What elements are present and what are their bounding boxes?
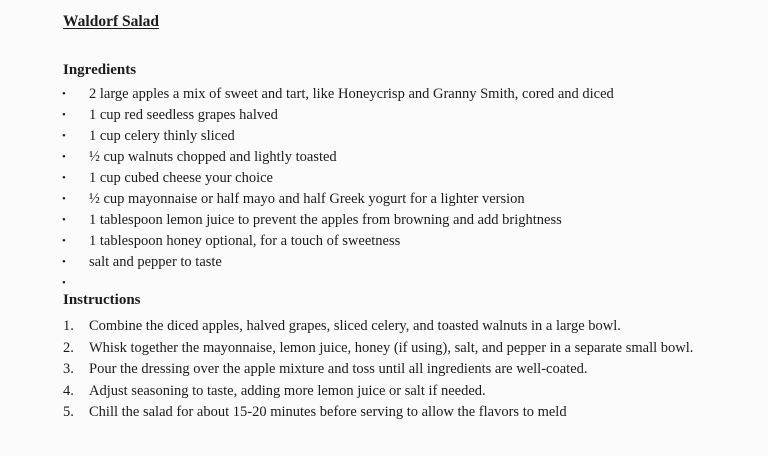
ingredient-text: 1 tablespoon honey optional, for a touch of sweetness xyxy=(89,233,401,249)
bullet-icon: • xyxy=(62,277,66,289)
step-number: 5. xyxy=(63,404,74,420)
ingredient-text: salt and pepper to taste xyxy=(89,254,222,270)
ingredient-text: 1 cup celery thinly sliced xyxy=(89,128,235,144)
step-number: 2. xyxy=(63,339,74,356)
step-number: 4. xyxy=(63,382,74,399)
step-text: Pour the dressing over the apple mixture and toss until all ingredients are well-coated. xyxy=(89,361,588,377)
step-number: 1. xyxy=(63,318,74,334)
ingredient-text: 2 large apples a mix of sweet and tart, like Honeycrisp and Granny Smith, cored and diced xyxy=(89,86,614,102)
instructions-heading: Instructions xyxy=(63,292,141,308)
ingredient-text: 1 cup red seedless grapes halved xyxy=(89,107,278,123)
ingredient-text: 1 cup cubed cheese your choice xyxy=(89,170,273,186)
bullet-icon: • xyxy=(62,88,66,100)
step-text: Whisk together the mayonnaise, lemon juice, honey (if using), salt, and pepper in a separate small bowl. xyxy=(89,339,694,356)
step-text: Adjust seasoning to taste, adding more lemon juice or salt if needed. xyxy=(89,382,486,399)
bullet-icon: • xyxy=(62,172,66,184)
ingredients-heading: Ingredients xyxy=(63,62,137,78)
step-text: Chill the salad for about 15-20 minutes before serving to allow the flavors to meld xyxy=(89,404,567,420)
bullet-icon: • xyxy=(62,193,66,205)
ingredient-text: ½ cup walnuts chopped and lightly toasted xyxy=(89,149,337,165)
bullet-icon: • xyxy=(62,130,66,142)
bullet-icon: • xyxy=(62,256,66,268)
ingredient-text: ½ cup mayonnaise or half mayo and half Greek yogurt for a lighter version xyxy=(89,191,525,207)
ingredient-text: 1 tablespoon lemon juice to prevent the apples from browning and add brightness xyxy=(89,212,562,228)
step-text: Combine the diced apples, halved grapes, sliced celery, and toasted walnuts in a large bowl. xyxy=(89,318,621,334)
bullet-icon: • xyxy=(62,109,66,121)
bullet-icon: • xyxy=(62,214,66,226)
bullet-icon: • xyxy=(62,235,66,247)
recipe-title: Waldorf Salad xyxy=(63,13,160,30)
bullet-icon: • xyxy=(62,151,66,163)
step-number: 3. xyxy=(63,361,74,377)
